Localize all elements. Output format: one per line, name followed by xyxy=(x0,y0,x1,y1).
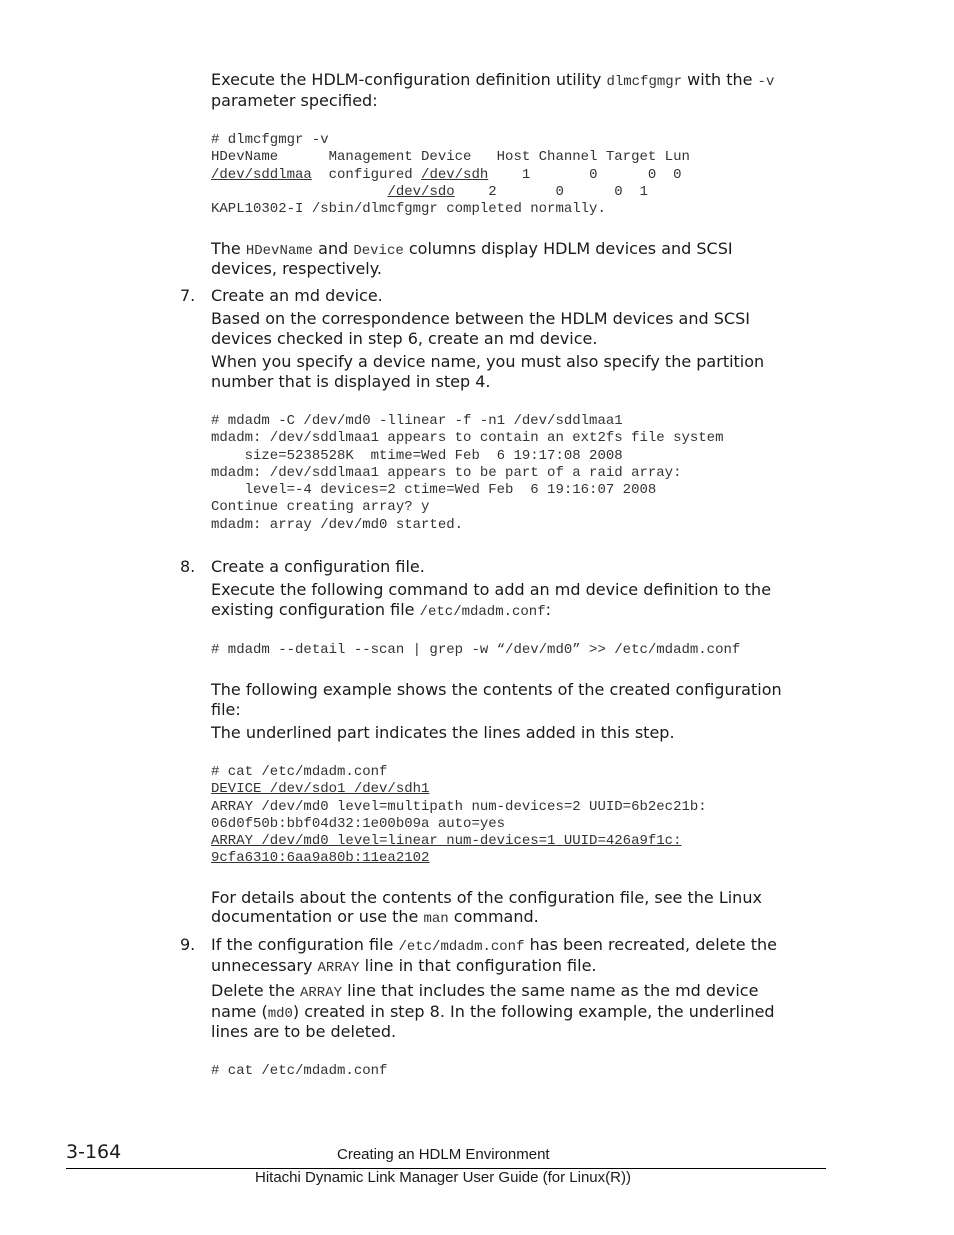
code-line: size=5238528K mtime=Wed Feb 6 19:17:08 2008 xyxy=(211,447,623,464)
step8-p2-line2: file: xyxy=(211,700,241,719)
code-block-cat-conf xyxy=(211,1063,387,1080)
step8-p1-line2 xyxy=(211,600,826,622)
intro-paragraph-line2: parameter specified: xyxy=(211,91,378,110)
footer-guide-title: Hitachi Dynamic Link Manager User Guide (for Linux(R)) xyxy=(255,1169,631,1186)
note-line1 xyxy=(211,239,826,261)
code-text xyxy=(211,184,387,200)
code-line: mdadm: /dev/sddlmaa1 appears to be part of a raid array: xyxy=(211,464,682,481)
inline-code: /etc/mdadm.conf xyxy=(398,939,525,955)
inline-code: md0 xyxy=(267,1006,293,1022)
step-text: If the configuration file xyxy=(211,935,399,954)
step-text: documentation or use the xyxy=(211,907,424,926)
step8-p4-line2 xyxy=(211,907,826,929)
code-block-mdadm-detail xyxy=(211,642,740,659)
inline-code: -v xyxy=(757,74,775,90)
step-text: command. xyxy=(448,907,539,926)
step9-p1-line3: lines are to be deleted. xyxy=(211,1022,397,1041)
step-text: : xyxy=(545,600,552,619)
code-underlined: ARRAY /dev/md0 level=linear num-devices=1 UUID=426a9f1c: xyxy=(211,833,682,850)
step-text: name ( xyxy=(211,1002,268,1021)
code-line: KAPL10302-I /sbin/dlmcfgmgr completed normally. xyxy=(211,201,606,218)
code-block-mdadm-conf xyxy=(211,764,707,868)
code-underlined: 9cfa6310:6aa9a80b:11ea2102 xyxy=(211,850,430,867)
step-text: Delete the xyxy=(211,981,300,1000)
step9-line1 xyxy=(211,935,826,957)
step8-p3: The underlined part indicates the lines added in this step. xyxy=(211,723,675,742)
code-line: # mdadm --detail --scan | grep -w “/dev/md0” >> /etc/mdadm.conf xyxy=(211,642,741,658)
code-line: # dlmcfgmgr -v xyxy=(211,132,329,148)
code-underlined: /dev/sddlmaa xyxy=(211,166,312,183)
code-line: mdadm: /dev/sddlmaa1 appears to contain an ext2fs file system xyxy=(211,430,724,447)
step-text: unnecessary xyxy=(211,956,318,975)
step-number: 7. xyxy=(180,286,196,305)
step7-p2-line2: number that is displayed in step 4. xyxy=(211,372,491,391)
code-line: HDevName Management Device Host Channel Target Lun xyxy=(211,149,690,166)
step7-p1-line2: devices checked in step 6, create an md device. xyxy=(211,329,598,348)
inline-code: man xyxy=(423,911,449,927)
step9-p1-line1 xyxy=(211,981,826,1003)
code-line: # cat /etc/mdadm.conf xyxy=(211,764,388,780)
code-underlined: /dev/sdh xyxy=(421,166,489,183)
footer-section-title: Creating an HDLM Environment xyxy=(337,1146,550,1163)
note-text: columns display HDLM devices and SCSI xyxy=(403,239,733,258)
code-line: mdadm: array /dev/md0 started. xyxy=(211,516,464,533)
step9-p1-line2 xyxy=(211,1002,826,1024)
code-underlined: DEVICE /dev/sdo1 /dev/sdh1 xyxy=(211,781,430,798)
page-number: 3-164 xyxy=(66,1141,122,1163)
note-text: and xyxy=(313,239,354,258)
step-text: line that includes the same name as the md device xyxy=(342,981,759,1000)
code-text: configured xyxy=(311,166,422,183)
code-line: level=-4 devices=2 ctime=Wed Feb 6 19:16:07 2008 xyxy=(211,482,657,499)
code-line: 06d0f50b:bbf04d32:1e00b09a auto=yes xyxy=(211,815,506,832)
note-text: The xyxy=(211,239,246,258)
code-line: # cat /etc/mdadm.conf xyxy=(211,1063,388,1079)
note-line2: devices, respectively. xyxy=(211,259,383,278)
code-block-dlmcfgmgr xyxy=(211,132,690,218)
inline-code: Device xyxy=(353,243,404,259)
step-number: 8. xyxy=(180,557,196,576)
step7-p1-line1: Based on the correspondence between the HDLM devices and SCSI xyxy=(211,309,750,328)
inline-code: HDevName xyxy=(245,243,314,259)
code-text: 2 0 0 1 xyxy=(454,183,648,200)
step-text: has been recreated, delete the xyxy=(524,935,777,954)
step8-p4-line1: For details about the contents of the configuration file, see the Linux xyxy=(211,888,762,907)
code-block-mdadm-create xyxy=(211,413,723,534)
inline-code: ARRAY xyxy=(300,985,343,1001)
code-line: # mdadm -C /dev/md0 -llinear -f -n1 /dev/sddlmaa1 xyxy=(211,413,623,429)
code-underlined: /dev/sdo xyxy=(387,183,455,200)
intro-paragraph-line1 xyxy=(211,70,826,92)
intro-text: Execute the HDLM-configuration definition utility xyxy=(211,70,607,89)
intro-text: with the xyxy=(682,70,758,89)
step8-p2-line1: The following example shows the contents of the created configuration xyxy=(211,680,782,699)
step-title: Create a configuration file. xyxy=(211,557,425,576)
code-line: Continue creating array? y xyxy=(211,499,430,516)
code-line: ARRAY /dev/md0 level=multipath num-devices=2 UUID=6b2ec21b: xyxy=(211,798,707,815)
step-text: existing configuration file xyxy=(211,600,420,619)
inline-code: ARRAY xyxy=(317,960,360,976)
step8-p1-line1: Execute the following command to add an md device definition to the xyxy=(211,580,772,599)
code-text: 1 0 0 0 xyxy=(488,166,682,183)
step9-line2 xyxy=(211,956,826,978)
inline-code: /etc/mdadm.conf xyxy=(419,604,546,620)
inline-code: dlmcfgmgr xyxy=(606,74,683,90)
step-text: ) created in step 8. In the following example, the underlined xyxy=(292,1002,775,1021)
step-number: 9. xyxy=(180,935,196,954)
step-text: line in that configuration file. xyxy=(359,956,597,975)
step-title: Create an md device. xyxy=(211,286,383,305)
step7-p2-line1: When you specify a device name, you must also specify the partition xyxy=(211,352,765,371)
